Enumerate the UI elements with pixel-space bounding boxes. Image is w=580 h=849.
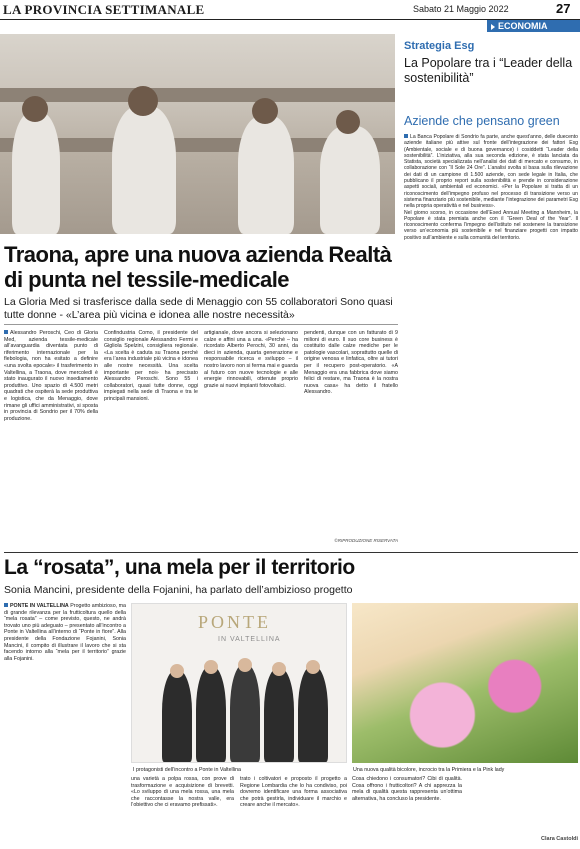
sidebar-paragraph: La Banca Popolare di Sondrio fa parte, anche quest’anno, delle duecento aziende italiane più attive sul fronte dell’integrazione dei fattori Esg (Ambientale, sociale e di buona governance) i cosiddetti “Leader della sostenibilità”. L’iniziativa, alla sua seconda edizione, è stata lanciata da Statista, società specializzata nell’analisi dei dati di mercato e consumo, in collaborazione con “Il Sole 24 Ore”. L’analisi svolta si basa sulla rilevazione dei dati di un campione di 1.500 aziende, con sede legale in Italia, che pubblicano il proprio report sulla sostenibilità e prende in considerazione aspetti sociali, ambientali ed economici. «Per la Popolare si tratta di un riconoscimento dell’impegno profuso nel processo di transizione verso un sistema finanziario più sostenibile, mediante l’integrazione dei parametri Esg nella propria operatività e nel business». bbox=[404, 134, 578, 210]
article-text: Cosa chiedono i consumatori? Cibi di qualità. Cosa offrono i frutticoltori? A chi apprezza la mela di qualità questa rappresenta un’ottima alternativa, ha concluso la presidente. bbox=[352, 776, 462, 802]
sidebar-article-body bbox=[404, 134, 578, 549]
person-head bbox=[306, 660, 320, 674]
person-head bbox=[272, 662, 286, 676]
worker-head bbox=[128, 86, 158, 116]
event-photo bbox=[131, 603, 347, 763]
article-text: Alessandro Peroschi, Ceo di Gloria Med, azienda tessile-medicale all’avanguardia diventata punto di riferimento internazionale per la flebologia, non ha esitato a definire «una svolta epocale» il trasferimento in Valtellina, a Traona, dove mercoledì è stato inaugurato il nuovo insediamento produttivo. Uno spazio di 4.500 metri quadrati che ospiterà la sede produttiva e logistica, che da Menaggio, dove rimane gli uffici amministrativi, si sposta in provincia di Sondrio per il 70% della produzione. bbox=[4, 330, 98, 422]
person-figure bbox=[162, 670, 192, 762]
article-text: trato i coltivatori e proposto il progetto a Regione Lombardia che lo ha condiviso, poi dovremo identificare una forma associativa che potrà gestirla, individuare il marchio e creare anche il mercato». bbox=[240, 776, 347, 809]
article-text: artigianale, dove ancora si selezionano calze e affini una a una. «Perché – ha ricordato Alberto Perochi, 30 anni, da dieci in azienda, quarta generazione e responsabile ricerca e sviluppo – il nostro lavoro non si ferma mai e guarda al futuro con nuove tecnologie e alle energie rinnovabili, ottenute proprio grazie ai nuovi impianti fotovoltaici. bbox=[204, 330, 298, 389]
triangle-icon bbox=[491, 24, 495, 30]
second-column-2 bbox=[131, 776, 234, 844]
bullet-square-icon bbox=[4, 603, 8, 607]
person-head bbox=[238, 658, 252, 672]
worker-head bbox=[336, 110, 360, 134]
factory-photo bbox=[0, 34, 395, 234]
worker-figure bbox=[12, 112, 60, 234]
bullet-square-icon bbox=[404, 134, 408, 138]
masthead: LA PROVINCIA SETTIMANALE bbox=[3, 2, 205, 17]
worker-head bbox=[252, 98, 278, 124]
dateline: PONTE IN VALTELLINA bbox=[10, 603, 69, 609]
worker-head bbox=[22, 96, 48, 122]
article-text: Progetto ambizioso, ma di grande rilevanza per la frutticoltura quello della “mela rosata” – come previsto, questo, ne andrà trovato uno più adeguato – presentato all’incontro a Ponte in Valtellina all’interno di “Ponte in fiore”. Alla presidente della Fondazione Fojanini, Sonia Mancini, il compito di illustrare il lavoro che si sta facendo intorno alla “mela per il territorio” grazie alla Fojanini. bbox=[4, 603, 126, 662]
article-column-1 bbox=[4, 330, 98, 545]
photo-caption-left: I protagonisti dell’incontro a Ponte in Valtellina bbox=[133, 767, 241, 773]
article-column-2 bbox=[104, 330, 198, 545]
second-column-3 bbox=[240, 776, 347, 844]
second-column-4 bbox=[352, 776, 462, 844]
sidebar-paragraph-2: Nel giorno scorso, in occasione dell’Esed Annual Meeting a Mannheim, la Popolare è stata premiata anche con il “Green Deal of the Year”. Il riconoscimento conferma l’impegno dell’istituto nel sostenere la transizione verso un’economia più sostenibile e nel finanziare progetti con impatto positivo sull’ambiente e sulla comunità del territorio. bbox=[404, 209, 578, 241]
divider bbox=[4, 324, 398, 325]
apple-photo bbox=[352, 603, 578, 763]
person-head bbox=[170, 664, 184, 678]
shelf bbox=[0, 88, 395, 102]
main-headline: Traona, apre una nuova azienda Realtà di punta nel tessile-medicale bbox=[4, 242, 392, 292]
section-label-text: ECONOMIA bbox=[498, 21, 548, 31]
person-figure bbox=[264, 668, 294, 762]
person-figure bbox=[196, 666, 226, 762]
bullet-square-icon bbox=[4, 330, 8, 334]
second-column-1 bbox=[4, 603, 126, 843]
worker-figure bbox=[112, 106, 176, 234]
event-logo: PONTE bbox=[198, 612, 271, 632]
event-logo-sub: IN VALTELLINA bbox=[218, 636, 281, 643]
person-figure bbox=[298, 666, 328, 762]
worker-figure bbox=[320, 126, 380, 234]
main-subheadline: La Gloria Med si trasferisce dalla sede di Menaggio con 55 collaboratori Sono quasi tutte donne - «L’area più vicina e idonea alle nostre necessità» bbox=[4, 296, 393, 321]
page-number: 27 bbox=[556, 1, 571, 16]
section-label bbox=[487, 20, 580, 32]
sidebar-kicker: Strategia Esg bbox=[404, 40, 475, 52]
copyright-note: ©RIPRODUZIONE RISERVATA bbox=[334, 538, 398, 543]
article-text: Confindustria Como, il presidente del consiglio regionale Alessandro Fermi e Gigliola Spelzini, consigliera regionale. «La scelta è caduta su Traona perché era l’area industriale più vicina e idonea alle nostre necessità. Una scelta importante per noi» ha precisato Alessandro Peroschi. Sono 55 i collaboratori, quasi tutte donne, oggi impiegati nella sede di Traona e tra le principali mansioni. bbox=[104, 330, 198, 402]
person-figure bbox=[230, 664, 260, 762]
article-text: pendenti, dunque con un fatturato di 9 milioni di euro. Il suo core business è costituito dalle calze mediche per le patologie vascolari, soprattutto quelle di origine venosa e linfatica, oltre ai tutori per il recupero post-operatorio. «A Menaggio era una fabbrica dove siamo felici di restare, ma Traona è la nostra nuova casa» ha detto il fratello Alessandro. bbox=[304, 330, 398, 396]
photo-caption-right: Una nuova qualità bicolore, incrocio tra la Primiera e la Pink lady bbox=[353, 767, 505, 773]
worker-figure bbox=[238, 116, 294, 234]
second-headline: La “rosata”, una mela per il territorio bbox=[4, 556, 355, 579]
person-head bbox=[204, 660, 218, 674]
sidebar-headline-secondary: Aziende che pensano green bbox=[404, 114, 560, 128]
issue-date: Sabato 21 Maggio 2022 bbox=[413, 4, 509, 14]
author-signature: Clara Castoldi bbox=[541, 836, 578, 842]
section-divider bbox=[4, 552, 578, 553]
sidebar-headline: La Popolare tra i “Leader della sostenibilità” bbox=[404, 56, 573, 85]
second-subheadline: Sonia Mancini, presidente della Fojanini, ha parlato dell’ambizioso progetto bbox=[4, 584, 353, 596]
article-column-3 bbox=[204, 330, 298, 545]
article-text: una varietà a polpa rossa, con prove di trasformazione e acquisizione di brevetti. «Lo sviluppo di una mela rossa, una mela che raccontasse la nostra valle, era l’obiettivo che ci eravamo prefissati». bbox=[131, 776, 234, 809]
article-column-4 bbox=[304, 330, 398, 535]
